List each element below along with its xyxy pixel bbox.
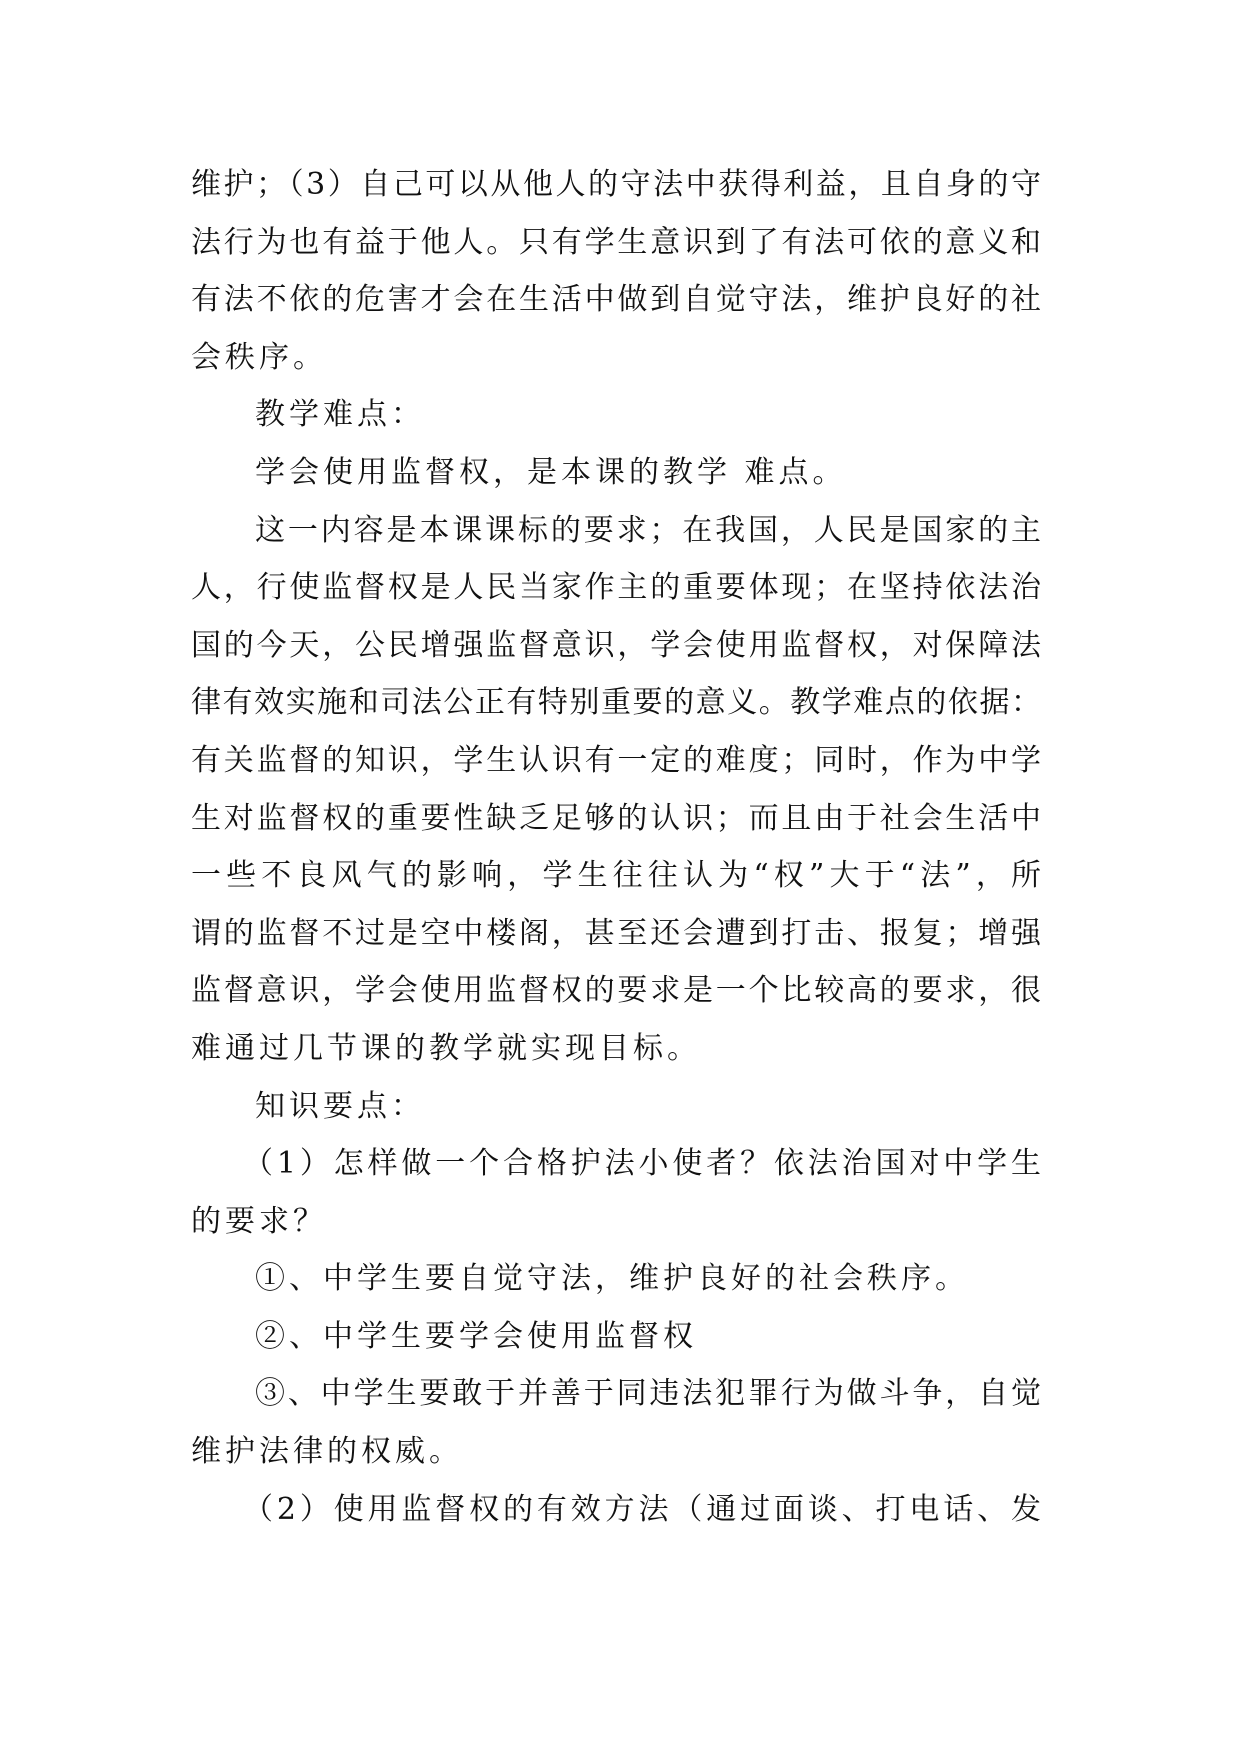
text-line: 国的今天，公民增强监督意识，学会使用监督权，对保障法 xyxy=(191,627,1041,663)
text-line: 生对监督权的重要性缺乏足够的认识；而且由于社会生活中 xyxy=(191,800,1041,836)
text-line: 这一内容是本课课标的要求；在我国，人民是国家的主 xyxy=(255,512,1041,548)
text-line: 有关监督的知识，学生认识有一定的难度；同时，作为中学 xyxy=(191,742,1041,778)
text-line: （1）怎样做一个合格护法小使者？依法治国对中学生 xyxy=(243,1146,1041,1182)
list-item: ①、中学生要自觉守法，维护良好的社会秩序。 xyxy=(255,1261,969,1297)
text-line: 维护；（3）自己可以从他人的守法中获得利益，且自身的守 xyxy=(191,167,1041,202)
list-item: ②、中学生要学会使用监督权 xyxy=(255,1318,697,1354)
text-line: 监督意识，学会使用监督权的要求是一个比较高的要求，很 xyxy=(191,973,1041,1009)
text-line: 的要求？ xyxy=(191,1203,327,1239)
section-heading-knowledge-points: 知识要点： xyxy=(255,1088,425,1124)
text-line: 谓的监督不过是空中楼阁，甚至还会遭到打击、报复；增强 xyxy=(191,915,1041,951)
text-line: 法行为也有益于他人。只有学生意识到了有法可依的意义和 xyxy=(191,224,1041,260)
text-line: 难通过几节课的教学就实现目标。 xyxy=(191,1030,701,1066)
text-line: （2）使用监督权的有效方法（通过面谈、打电话、发 xyxy=(243,1491,1041,1527)
document-body xyxy=(191,156,1041,1538)
text-line: 学会使用监督权，是本课的教学 难点。 xyxy=(255,454,847,490)
list-item: ③、中学生要敢于并善于同违法犯罪行为做斗争，自觉 xyxy=(255,1376,1041,1412)
text-line: 会秩序。 xyxy=(191,339,327,375)
text-line: 维护法律的权威。 xyxy=(191,1434,463,1470)
text-line: 一些不良风气的影响，学生往往认为“权”大于“法”，所 xyxy=(191,858,1041,894)
text-line: 人，行使监督权是人民当家作主的重要体现；在坚持依法治 xyxy=(191,570,1041,606)
text-line: 律有效实施和司法公正有特别重要的意义。教学难点的依据： xyxy=(191,685,1041,721)
text-line: 有法不依的危害才会在生活中做到自觉守法，维护良好的社 xyxy=(191,282,1041,318)
section-heading-teaching-difficulty: 教学难点： xyxy=(255,397,425,433)
